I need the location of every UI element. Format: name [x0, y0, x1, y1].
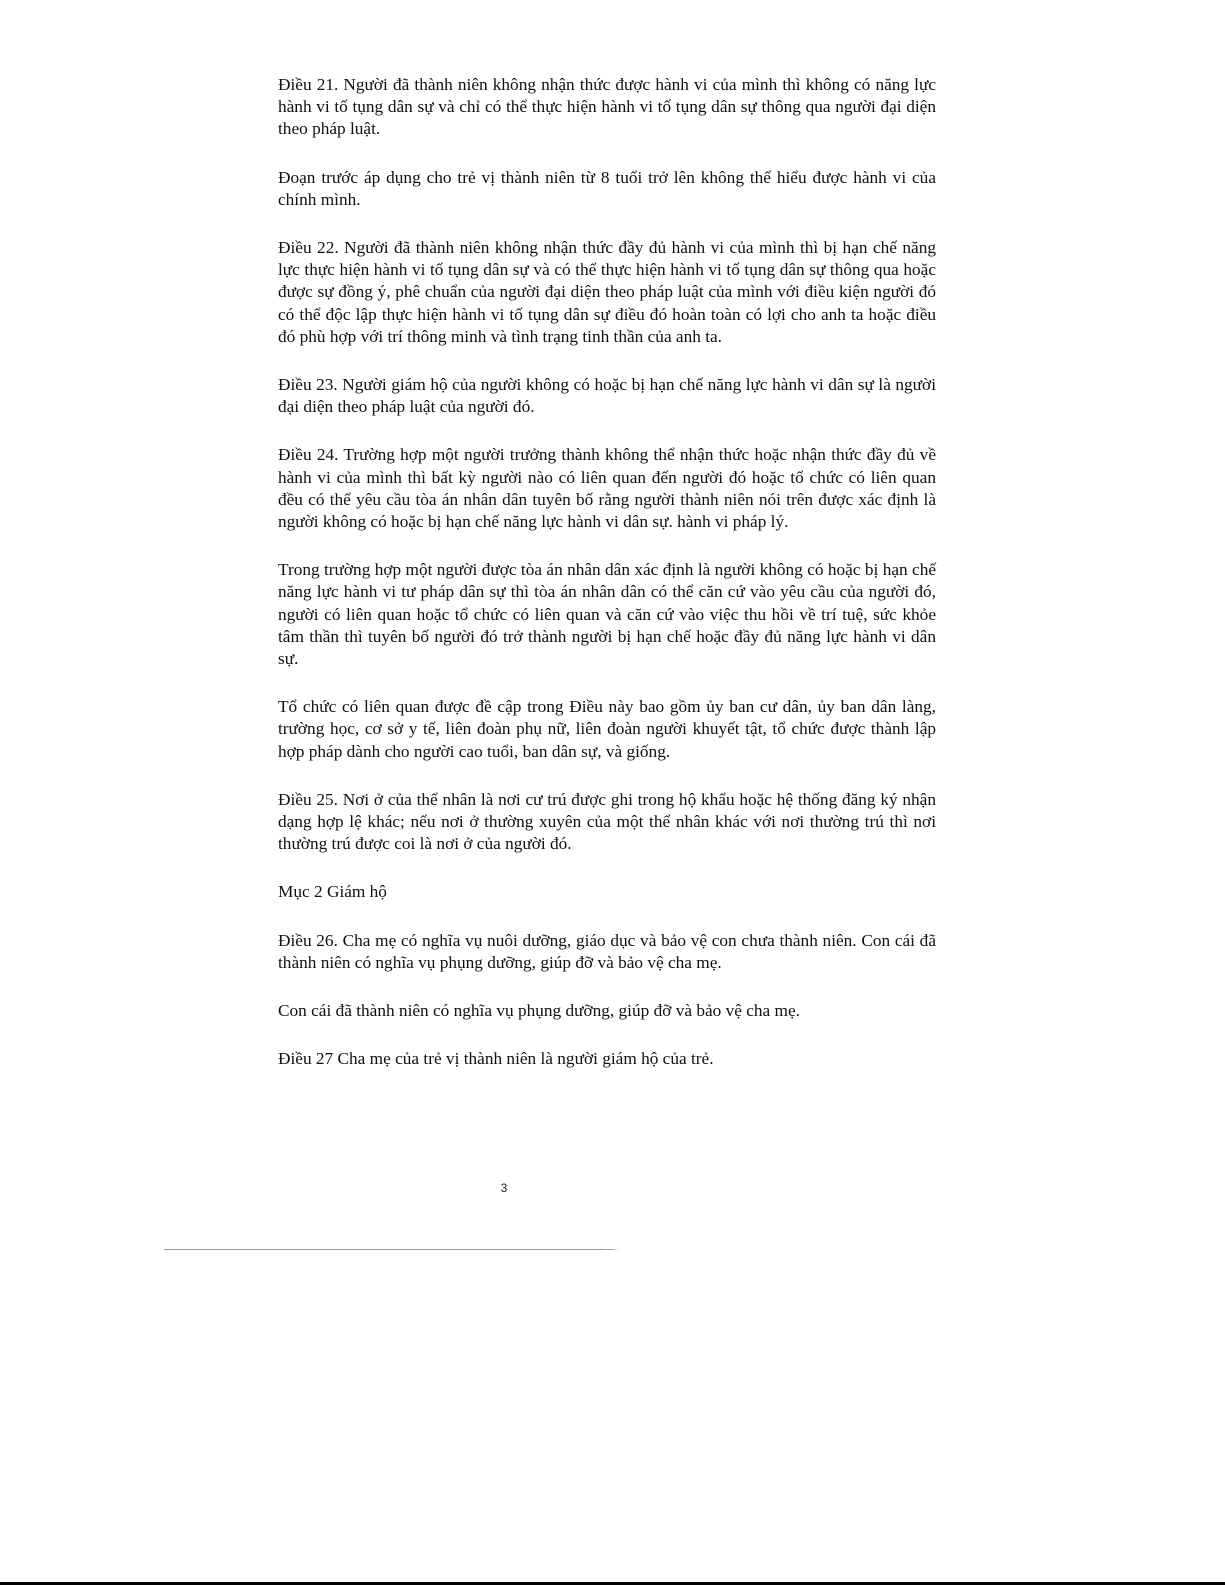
- article-25-paragraph: Điều 25. Nơi ở của thể nhân là nơi cư trú được ghi trong hộ khẩu hoặc hệ thống đăng ký nhận dạng hợp lệ khác; nếu nơi ở thường xuyên của một thể nhân khác với nơi thường trú thì nơi thường trú được coi là nơi ở của người đó.: [278, 789, 936, 854]
- article-26-paragraph: Điều 26. Cha mẹ có nghĩa vụ nuôi dưỡng, giáo dục và bảo vệ con chưa thành niên. Con cái đã thành niên có nghĩa vụ phụng dưỡng, giúp đỡ và bảo vệ cha mẹ.: [278, 930, 936, 972]
- article-24-clause-3-paragraph: Tổ chức có liên quan được đề cập trong Điều này bao gồm ủy ban cư dân, ủy ban dân làng, trường học, cơ sở y tế, liên đoàn phụ nữ, liên đoàn người khuyết tật, tổ chức được thành lập hợp pháp dành cho người cao tuổi, ban dân sự, và giống.: [278, 697, 936, 761]
- article-21-note-paragraph: Đoạn trước áp dụng cho trẻ vị thành niên từ 8 tuổi trở lên không thể hiểu được hành vi của chính mình.: [278, 167, 936, 209]
- article-23-paragraph: Điều 23. Người giám hộ của người không có hoặc bị hạn chế năng lực hành vi dân sự là người đại diện theo pháp luật của người đó.: [278, 375, 936, 417]
- page-body: [278, 74, 936, 1097]
- article-24-clause-2-paragraph: Trong trường hợp một người được tòa án nhân dân xác định là người không có hoặc bị hạn chế năng lực hành vi tư pháp dân sự thì tòa án nhân dân có thể căn cứ vào yêu cầu của người đó, người có liên quan hoặc tổ chức có liên quan và căn cứ vào việc thu hồi về trí tuệ, sức khỏe tâm thần thì tuyên bố người đó trở thành người bị hạn chế hoặc đầy đủ năng lực hành vi dân sự.: [278, 560, 936, 669]
- article-27-paragraph: Điều 27 Cha mẹ của trẻ vị thành niên là người giám hộ của trẻ.: [278, 1049, 714, 1069]
- article-26-clause-2-paragraph: Con cái đã thành niên có nghĩa vụ phụng dưỡng, giúp đỡ và bảo vệ cha mẹ.: [278, 1001, 800, 1021]
- page-separator-tail: [606, 1249, 618, 1250]
- article-21-paragraph: Điều 21. Người đã thành niên không nhận thức được hành vi của mình thì không có năng lực hành vi tố tụng dân sự và chỉ có thể thực hiện hành vi tố tụng dân sự thông qua người đại diện theo pháp luật.: [278, 75, 936, 139]
- article-24-paragraph: Điều 24. Trường hợp một người trưởng thành không thể nhận thức hoặc nhận thức đầy đủ về hành vi của mình thì bất kỳ người nào có liên quan đến người đó hoặc tổ chức có liên quan đều có thể yêu cầu tòa án nhân dân tuyên bố rằng người thành niên nói trên được xác định là người không có hoặc bị hạn chế năng lực hành vi dân sự. hành vi pháp lý.: [278, 445, 936, 532]
- page-separator-line: [164, 1249, 614, 1250]
- page-number: 3: [500, 1181, 508, 1195]
- section-heading: Mục 2 Giám hộ: [278, 882, 387, 902]
- article-22-paragraph: Điều 22. Người đã thành niên không nhận thức đầy đủ hành vi của mình thì bị hạn chế năng lực thực hiện hành vi tố tụng dân sự và có thể thực hiện hành vi tố tụng dân sự thông qua hoặc được sự đồng ý, phê chuẩn của người đại diện theo pháp luật của mình với điều kiện người đó có thể độc lập thực hiện hành vi tố tụng dân sự điều đó hoàn toàn có lợi cho anh ta hoặc điều đó phù hợp với trí thông minh và tình trạng tinh thần của anh ta.: [278, 238, 936, 346]
